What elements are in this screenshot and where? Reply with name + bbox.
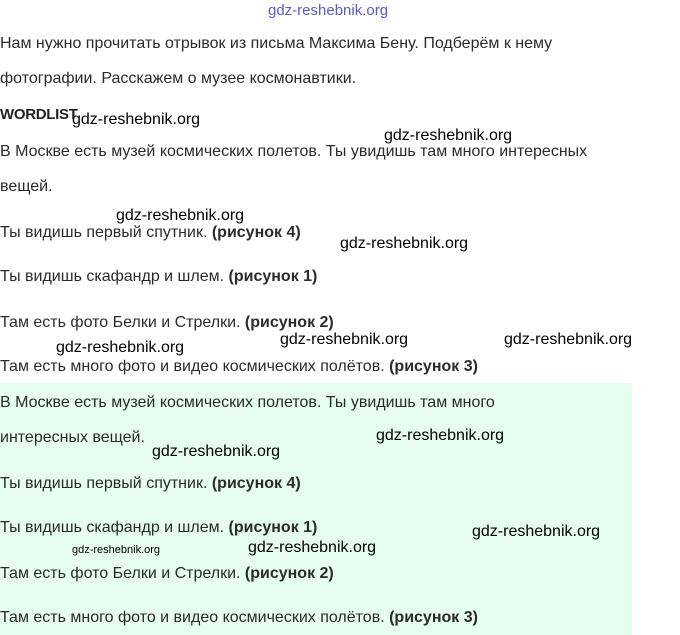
watermark-text: gdz-reshebnik.org bbox=[72, 111, 201, 128]
watermark-text: gdz-reshebnik.org bbox=[340, 235, 469, 252]
picture-ref: (рисунок 4) bbox=[211, 475, 301, 492]
block2-item-2 bbox=[0, 518, 317, 538]
picture-ref: (рисунок 2) bbox=[244, 565, 334, 582]
block1-paragraph-line-2: вещей. bbox=[0, 178, 53, 195]
item-text: Там есть много фото и видео космических полётов. bbox=[0, 358, 390, 375]
watermark-text: gdz-reshebnik.org bbox=[376, 427, 505, 444]
item-text: Ты видишь первый спутник. bbox=[0, 475, 212, 492]
wordlist-heading: WORDLIST bbox=[0, 106, 78, 123]
block1-item-3 bbox=[0, 313, 334, 333]
watermark-text: gdz-reshebnik.org bbox=[116, 207, 245, 224]
intro-line-1: Нам нужно прочитать отрывок из письма Максима Бену. Подберём к нему bbox=[0, 35, 553, 52]
block2-item-4 bbox=[0, 608, 478, 628]
watermark-text: gdz-reshebnik.org bbox=[504, 331, 633, 348]
item-text: Ты видишь скафандр и шлем. bbox=[0, 268, 229, 285]
watermark-text: gdz-reshebnik.org bbox=[248, 539, 377, 556]
block1-item-1 bbox=[0, 223, 301, 243]
watermark-text: gdz-reshebnik.org bbox=[72, 544, 161, 556]
block1-item-2 bbox=[0, 267, 317, 287]
intro-line-2: фотографии. Расскажем о музее космонавтики. bbox=[0, 70, 357, 87]
picture-ref: (рисунок 1) bbox=[228, 519, 318, 536]
item-text: Ты видишь скафандр и шлем. bbox=[0, 519, 229, 536]
picture-ref: (рисунок 1) bbox=[228, 268, 318, 285]
item-text: Там есть много фото и видео космических полётов. bbox=[0, 609, 390, 626]
picture-ref: (рисунок 3) bbox=[389, 609, 478, 626]
picture-ref: (рисунок 3) bbox=[389, 358, 478, 375]
block2-paragraph-line-2: интересных вещей. bbox=[0, 429, 145, 446]
block1-paragraph-line-1: В Москве есть музей космических полетов. Ты увидишь там много интересных bbox=[0, 143, 588, 160]
watermark-text: gdz-reshebnik.org bbox=[280, 331, 409, 348]
picture-ref: (рисунок 4) bbox=[211, 224, 301, 241]
item-text: Ты видишь первый спутник. bbox=[0, 224, 212, 241]
block2-item-1 bbox=[0, 474, 301, 494]
item-text: Там есть фото Белки и Стрелки. bbox=[0, 565, 245, 582]
watermark-text: gdz-reshebnik.org bbox=[268, 2, 389, 19]
block2-paragraph-line-1: В Москве есть музей космических полетов. Ты увидишь там много bbox=[0, 394, 495, 411]
watermark-text: gdz-reshebnik.org bbox=[56, 339, 185, 356]
picture-ref: (рисунок 2) bbox=[244, 314, 334, 331]
watermark-text: gdz-reshebnik.org bbox=[384, 127, 513, 144]
watermark-text: gdz-reshebnik.org bbox=[472, 523, 601, 540]
item-text: Там есть фото Белки и Стрелки. bbox=[0, 314, 245, 331]
block2-item-3 bbox=[0, 564, 334, 584]
watermark-text: gdz-reshebnik.org bbox=[152, 443, 281, 460]
answer-highlight-block bbox=[0, 383, 632, 635]
block1-item-4 bbox=[0, 357, 478, 377]
